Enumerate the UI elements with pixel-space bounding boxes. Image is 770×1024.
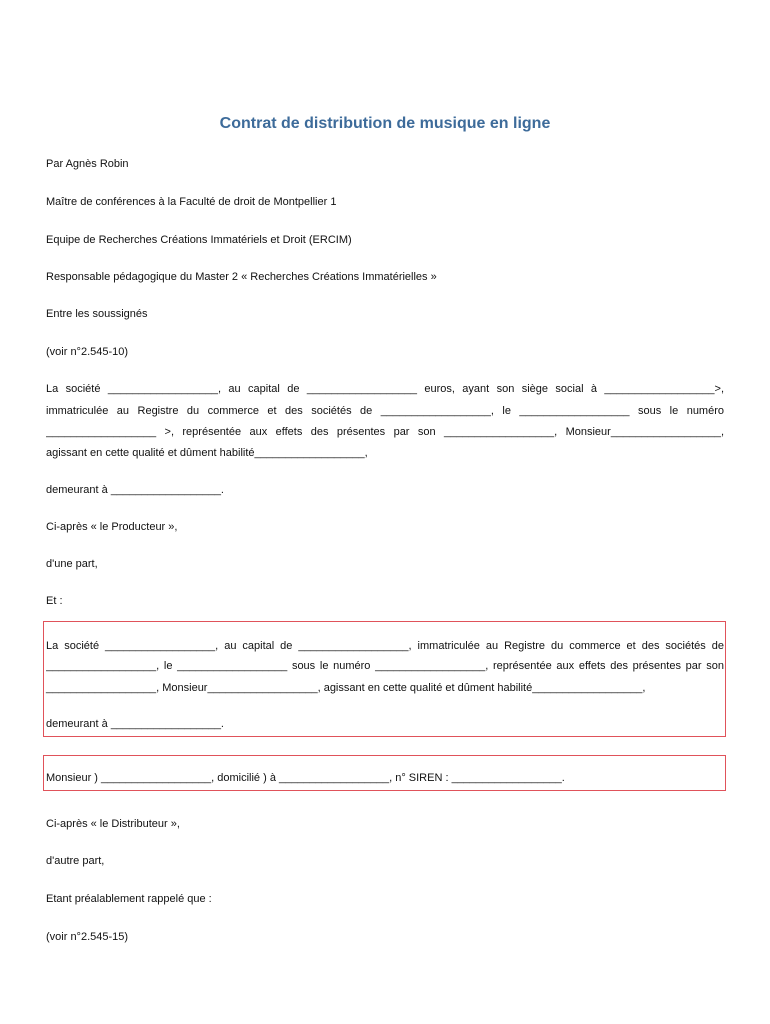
document-title: Contrat de distribution de musique en ligne xyxy=(219,115,551,132)
reference-2: (voir n°2.545-15) xyxy=(46,931,129,943)
producer-line-3: __________________ >, représentée aux effets des présentes par son __________________, Monsieur__________________, xyxy=(46,426,724,438)
et-label: Et : xyxy=(46,595,63,607)
parties-intro: Entre les soussignés xyxy=(46,308,148,320)
author-role: Responsable pédagogique du Master 2 « Recherches Créations Immatérielles » xyxy=(46,271,437,283)
distributor-part: d'autre part, xyxy=(46,855,105,867)
distributor-company-line-1: La société __________________, au capital de __________________, immatriculée au Registre du commerce et des sociétés de xyxy=(46,640,724,652)
distributor-designation: Ci-après « le Distributeur », xyxy=(46,818,180,830)
preamble: Etant préalablement rappelé que : xyxy=(46,893,212,905)
reference-1: (voir n°2.545-10) xyxy=(46,346,129,358)
distributor-person-line: Monsieur ) __________________, domicilié ) à __________________, n° SIREN : __________________. xyxy=(46,772,565,784)
producer-residence: demeurant à __________________. xyxy=(46,484,224,496)
distributor-company-line-2: __________________, le __________________ sous le numéro __________________, représentée aux effets des présentes par son xyxy=(46,660,724,672)
producer-part: d'une part, xyxy=(46,558,98,570)
distributor-company-residence: demeurant à __________________. xyxy=(46,718,224,730)
producer-line-2: immatriculée au Registre du commerce et des sociétés de __________________, le __________________ sous le numéro xyxy=(46,405,724,417)
author-team: Equipe de Recherches Créations Immatériels et Droit (ERCIM) xyxy=(46,234,352,246)
producer-designation: Ci-après « le Producteur », xyxy=(46,521,178,533)
producer-line-4: agissant en cette qualité et dûment habilité__________________, xyxy=(46,447,368,459)
author-position: Maître de conférences à la Faculté de droit de Montpellier 1 xyxy=(46,196,337,208)
author-name: Par Agnès Robin xyxy=(46,158,129,170)
distributor-company-line-3: __________________, Monsieur__________________, agissant en cette qualité et dûment habilité__________________, xyxy=(46,682,646,694)
producer-line-1: La société __________________, au capital de __________________ euros, ayant son siège social à __________________>, xyxy=(46,383,724,395)
